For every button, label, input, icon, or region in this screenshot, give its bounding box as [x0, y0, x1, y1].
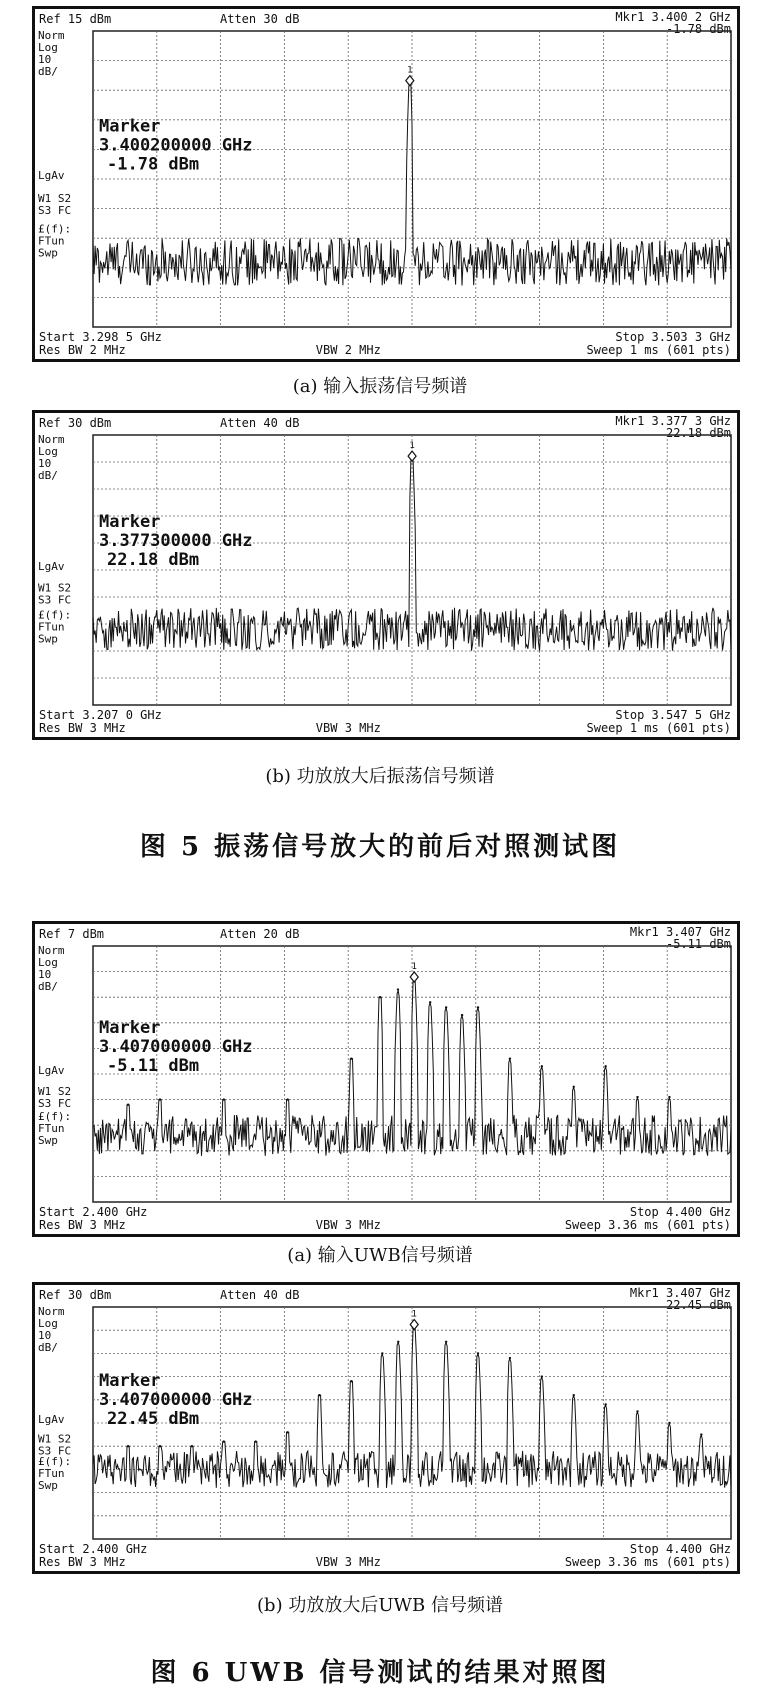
side-label: W1 S2 [38, 581, 72, 595]
side-label: LgAv [38, 1413, 65, 1426]
vbw-text: VBW 2 MHz [315, 343, 381, 357]
spectrum-plot-6a [35, 924, 737, 1234]
side-label: Norm [38, 944, 65, 957]
spectral-line-peak [223, 1440, 225, 1442]
side-label: S3 FC [38, 1096, 72, 1110]
side-label: 10 [38, 968, 52, 981]
side-label: FTun [38, 620, 65, 634]
side-label: Swp [38, 1478, 58, 1492]
spectral-line-peak [127, 1104, 129, 1106]
spectral-line-peak [223, 1098, 225, 1100]
res-bw-text: Res BW 3 MHz [39, 721, 126, 735]
marker-annotation-level: 22.45 dBm [107, 1408, 200, 1429]
marker-readout-level: -5.11 dBm [665, 937, 731, 951]
marker-annotation-freq: 3.400200000 GHz [99, 135, 253, 156]
side-label: Swp [38, 632, 58, 646]
side-label: Log [38, 41, 58, 54]
ref-level-text: Ref 15 dBm [39, 12, 112, 26]
spectral-line-peak [636, 1096, 638, 1098]
marker-diamond [406, 76, 414, 86]
marker-annotation-freq: 3.407000000 GHz [99, 1389, 253, 1410]
marker-readout-level: -1.78 dBm [665, 22, 731, 36]
spectral-line-peak [509, 1357, 511, 1359]
caption-5b: (b) 功放放大后振荡信号频谱 [265, 766, 495, 787]
marker-readout-level: 22.45 dBm [665, 1298, 731, 1312]
marker-annotation-level: -5.11 dBm [107, 1056, 200, 1077]
spectral-line-peak [127, 1445, 129, 1447]
spectral-line-peak [604, 1403, 606, 1405]
stop-freq-text: Stop 4.400 GHz [629, 1542, 731, 1556]
marker-number: 1 [411, 962, 417, 973]
marker-number: 1 [407, 65, 413, 76]
stop-freq-text: Stop 3.547 5 GHz [615, 708, 731, 722]
spectral-line-peak [397, 1341, 399, 1343]
marker-diamond [410, 1320, 418, 1330]
ref-level-text: Ref 30 dBm [39, 416, 112, 430]
side-label: Log [38, 956, 58, 969]
side-label: S3 FC [38, 203, 72, 217]
side-label: LgAv [38, 169, 65, 182]
spectrum-plot-5b [35, 413, 737, 737]
spectrum-panel-6a [32, 921, 740, 1237]
figure-6-title: 图 6 UWB 信号测试的结果对照图 [150, 1658, 610, 1688]
side-label: dB/ [38, 1341, 58, 1354]
side-label: £(f): [38, 1454, 72, 1468]
side-label: Norm [38, 1305, 65, 1318]
spectral-line-peak [381, 1352, 383, 1354]
res-bw-text: Res BW 3 MHz [39, 1555, 126, 1569]
marker-readout-freq: Mkr1 3.407 GHz [629, 925, 731, 939]
start-freq-text: Start 2.400 GHz [39, 1542, 148, 1556]
spectral-line-peak [379, 996, 381, 998]
spectral-line-peak [350, 1380, 352, 1382]
side-label: Swp [38, 1134, 58, 1148]
marker-annotation-title: Marker [99, 511, 161, 532]
side-label: £(f): [38, 1110, 72, 1124]
side-label: 10 [38, 457, 52, 470]
marker-readout-freq: Mkr1 3.407 GHz [629, 1286, 731, 1300]
caption-6b: (b) 功放放大后UWB 信号频谱 [257, 1595, 503, 1616]
side-label: Swp [38, 246, 58, 260]
spectrum-trace [93, 81, 731, 286]
marker-annotation-title: Marker [99, 1370, 161, 1391]
marker-diamond [408, 451, 416, 461]
spectral-line-peak [541, 1375, 543, 1377]
atten-text: Atten 40 dB [220, 1288, 300, 1302]
spectral-line-peak [700, 1433, 702, 1435]
side-label: S3 FC [38, 1444, 72, 1458]
caption-5a: (a) 输入振荡信号频谱 [292, 376, 468, 397]
spectral-line-peak [668, 1096, 670, 1098]
spectrum-panel-5b [32, 410, 740, 740]
stop-freq-text: Stop 4.400 GHz [629, 1205, 731, 1219]
sweep-text: Sweep 1 ms (601 pts) [586, 721, 731, 735]
marker-annotation-level: 22.18 dBm [107, 549, 200, 570]
spectral-line-peak [286, 1431, 288, 1433]
marker-annotation-title: Marker [99, 116, 161, 137]
side-label: 10 [38, 1329, 52, 1342]
spectral-line-peak [573, 1394, 575, 1396]
side-label: S3 FC [38, 593, 72, 607]
marker-number: 1 [411, 1309, 417, 1320]
start-freq-text: Start 3.207 0 GHz [39, 708, 162, 722]
spectral-line-peak [461, 1014, 463, 1016]
marker-number: 1 [409, 441, 415, 452]
spectrum-panel-5a [32, 6, 740, 362]
marker-diamond [410, 972, 418, 982]
spectral-line-peak [191, 1445, 193, 1447]
side-label: FTun [38, 234, 65, 248]
caption-6a: (a) 输入UWB信号频谱 [287, 1245, 473, 1266]
spectral-line-peak [159, 1445, 161, 1447]
vbw-text: VBW 3 MHz [315, 1555, 381, 1569]
spectral-line-peak [445, 1341, 447, 1343]
side-label: Norm [38, 29, 65, 42]
start-freq-text: Start 3.298 5 GHz [39, 330, 162, 344]
side-label: Norm [38, 433, 65, 446]
side-label: W1 S2 [38, 1084, 72, 1098]
spectral-line-peak [445, 1006, 447, 1008]
spectral-line-peak [604, 1065, 606, 1067]
start-freq-text: Start 2.400 GHz [39, 1205, 148, 1219]
spectral-line-peak [318, 1394, 320, 1396]
stop-freq-text: Stop 3.503 3 GHz [615, 330, 731, 344]
spectral-line-peak [541, 1065, 543, 1067]
side-label: FTun [38, 1466, 65, 1480]
side-label: dB/ [38, 65, 58, 78]
vbw-text: VBW 3 MHz [315, 721, 381, 735]
marker-annotation-freq: 3.407000000 GHz [99, 1037, 253, 1058]
spectral-line-peak [668, 1422, 670, 1424]
spectral-line-peak [509, 1057, 511, 1059]
ref-level-text: Ref 7 dBm [39, 927, 105, 941]
spectral-line-peak [573, 1086, 575, 1088]
side-label: £(f): [38, 222, 72, 236]
marker-readout-level: 22.18 dBm [665, 426, 731, 440]
spectrum-plot-6b [35, 1285, 737, 1571]
spectrum-panel-6b [32, 1282, 740, 1574]
atten-text: Atten 40 dB [220, 416, 300, 430]
marker-readout-freq: Mkr1 3.400 2 GHz [615, 10, 731, 24]
marker-annotation-level: -1.78 dBm [107, 154, 200, 175]
side-label: Log [38, 1317, 58, 1330]
sweep-text: Sweep 3.36 ms (601 pts) [564, 1218, 731, 1232]
side-label: Log [38, 445, 58, 458]
spectral-line-peak [254, 1440, 256, 1442]
vbw-text: VBW 3 MHz [315, 1218, 381, 1232]
side-label: W1 S2 [38, 191, 72, 205]
side-label: LgAv [38, 1064, 65, 1077]
spectral-line-peak [477, 1352, 479, 1354]
side-label: dB/ [38, 980, 58, 993]
marker-readout-freq: Mkr1 3.377 3 GHz [615, 414, 731, 428]
res-bw-text: Res BW 2 MHz [39, 343, 126, 357]
spectral-line-peak [397, 988, 399, 990]
spectral-line-peak [477, 1006, 479, 1008]
sweep-text: Sweep 1 ms (601 pts) [586, 343, 731, 357]
spectral-line-peak [286, 1098, 288, 1100]
marker-annotation-freq: 3.377300000 GHz [99, 530, 253, 551]
marker-annotation-title: Marker [99, 1018, 161, 1039]
side-label: FTun [38, 1122, 65, 1136]
spectral-line-peak [429, 1001, 431, 1003]
ref-level-text: Ref 30 dBm [39, 1288, 112, 1302]
side-label: 10 [38, 53, 52, 66]
atten-text: Atten 20 dB [220, 927, 300, 941]
side-label: LgAv [38, 560, 65, 573]
sweep-text: Sweep 3.36 ms (601 pts) [564, 1555, 731, 1569]
side-label: dB/ [38, 469, 58, 482]
side-label: £(f): [38, 608, 72, 622]
figure-5-title: 图 5 振荡信号放大的前后对照测试图 [139, 832, 621, 862]
side-label: W1 S2 [38, 1432, 72, 1446]
spectrum-plot-5a [35, 9, 737, 359]
spectral-line-peak [159, 1098, 161, 1100]
spectral-line-peak [636, 1410, 638, 1412]
atten-text: Atten 30 dB [220, 12, 300, 26]
spectral-line-peak [350, 1057, 352, 1059]
res-bw-text: Res BW 3 MHz [39, 1218, 126, 1232]
